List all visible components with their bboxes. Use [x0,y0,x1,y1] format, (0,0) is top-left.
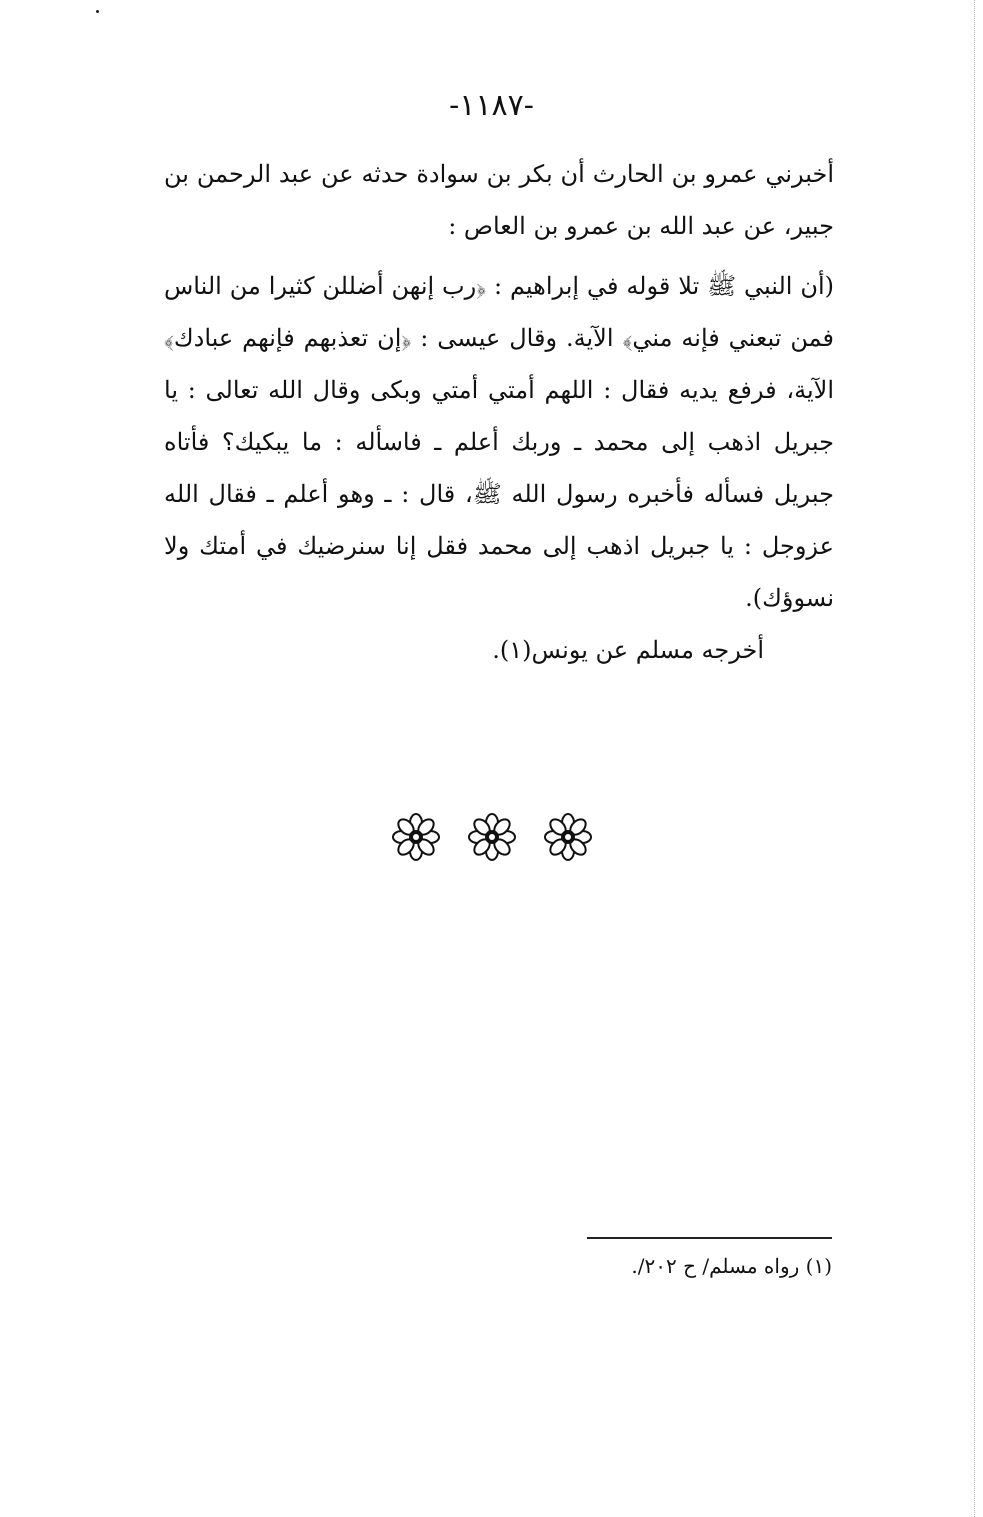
flower-ornament-icon [467,812,517,862]
section-divider-ornaments [0,812,983,862]
footnote: (١) رواه مسلم/ ح ٢٠٢/. [631,1254,832,1278]
page-edge-dots [974,0,975,1517]
page-number: -١١٨٧- [449,88,534,123]
hadith-paragraph: (أن النبي ﷺ تلا قوله في إبراهيم : ﴿رب إنهن أضللن كثيرا من الناس فمن تبعني فإنه مني﴾ الآية. وقال عيسى : ﴿إن تعذبهم فإنهم عبادك﴾ الآية، فرفع يديه فقال : اللهم أمتي أمتي وبكى وقال الله تعالى : يا جبريل اذهب إلى محمد ـ وربك أعلم ـ فاسأله : ما يبكيك؟ فأتاه جبريل فسأله فأخبره رسول الله ﷺ، قال : ـ وهو أعلم ـ فقال الله عزوجل : يا جبريل اذهب إلى محمد فقل إنا سنرضيك في أمتك ولا نسوؤك). [164,272,834,612]
isnad-paragraph: أخبرني عمرو بن الحارث أن بكر بن سوادة حدثه عن عبد الرحمن بن جبير، عن عبد الله بن عمرو بن العاص : [164,160,834,240]
main-text [164,148,834,676]
scan-speck [96,10,99,13]
flower-ornament-icon [391,812,441,862]
footnote-divider [587,1237,832,1239]
takhrij-paragraph: أخرجه مسلم عن يونس(١). [492,636,764,664]
flower-ornament-icon [543,812,593,862]
